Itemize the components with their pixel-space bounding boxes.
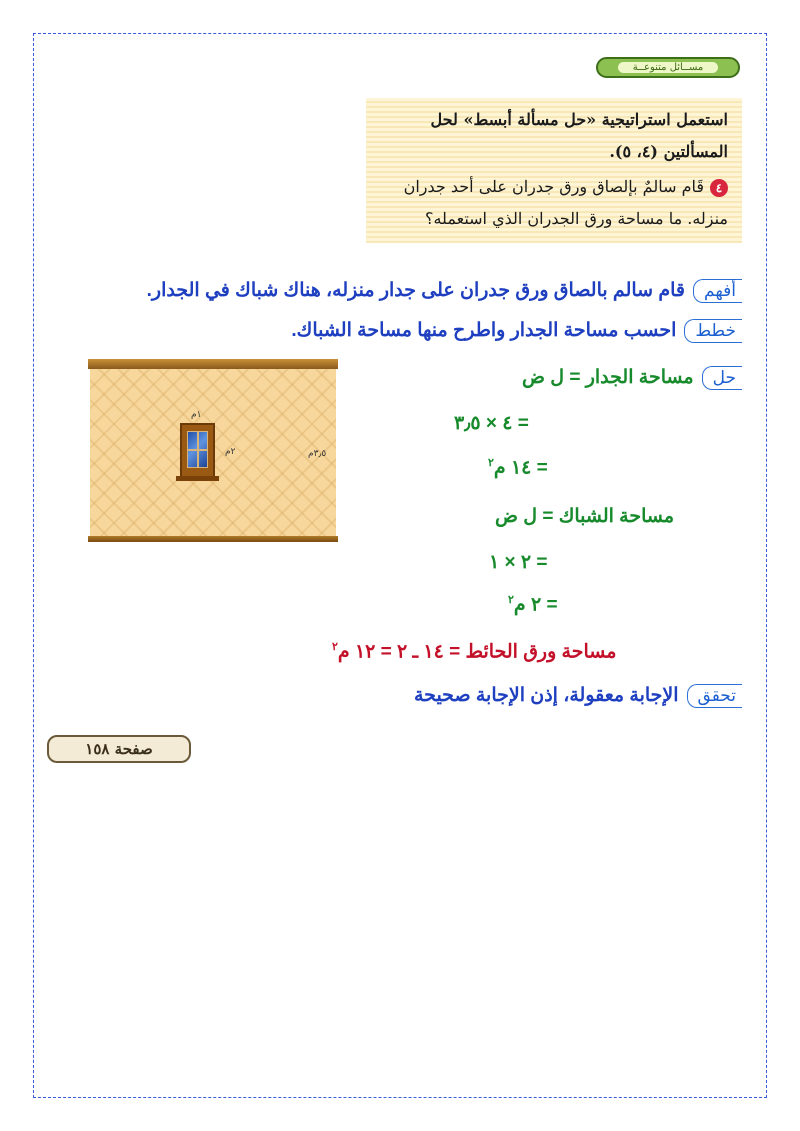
check-text: الإجابة معقولة، إذن الإجابة صحيحة [414,685,679,706]
understand-text: قام سالم بالصاق ورق جدران على جدار منزله، هناك شباك في الجدار. [146,280,685,301]
page-number-badge: صفحة ١٥٨ [47,735,191,763]
problem-card [366,98,742,243]
wall-top-molding [88,359,338,369]
section-pill-label: مســائل متنوعــة [618,62,718,73]
window-sill [176,476,219,481]
step-solve [522,366,742,390]
wall-eq2-text: = ١٤ م [493,457,548,479]
tag-check: تحقق [687,684,742,708]
window-area-label: مساحة الشباك = ل ض [495,506,675,527]
instruction-line-1: استعمل استراتيجية «حل مسألة أبسط» لحل [430,110,728,129]
result-line [332,640,616,663]
instruction-line-2: المسألتين (٤، ٥). [609,142,728,161]
wall-bottom-molding [88,536,338,542]
window-eq2-text: = ٢ م [513,594,558,616]
question-line-2: منزله. ما مساحة ورق الجدران الذي استعمله؟ [424,209,728,228]
wall-area-label: مساحة الجدار = ل ض [522,367,694,388]
plan-text: احسب مساحة الجدار واطرح منها مساحة الشباك. [291,320,677,341]
window-icon [180,423,215,478]
question-text-1: قَام سالمٌ بإلصاق ورق جدران على أحد جدران [403,177,704,196]
section-pill [596,57,740,78]
step-understand [147,279,742,303]
wall-height-label: ٣٫٥م [308,449,327,459]
tag-plan: خطط [684,319,742,343]
question-line-1 [404,177,728,197]
window-mullion-horizontal [187,449,208,451]
wall-eq2-exponent: ٢ [488,457,494,469]
result-exponent: ٢ [332,641,338,653]
wall-equation-2 [488,456,548,479]
window-eq2-exponent: ٢ [508,594,514,606]
tag-understand: أفهم [693,279,742,303]
window-width-label: ١م [191,410,202,420]
question-number-badge: ٤ [710,179,728,197]
step-check [414,684,742,708]
tag-solve: حل [702,366,742,390]
window-equation-2 [508,593,558,616]
wall-equation-1: = ٤ × ٣٫٥ [454,413,529,434]
step-plan [291,319,742,343]
window-equation-1: = ٢ × ١ [489,552,548,573]
result-text: مساحة ورق الحائط = ١٤ ـ ٢ = ١٢ م [337,641,617,663]
window-height-label: ٢م [225,447,236,457]
